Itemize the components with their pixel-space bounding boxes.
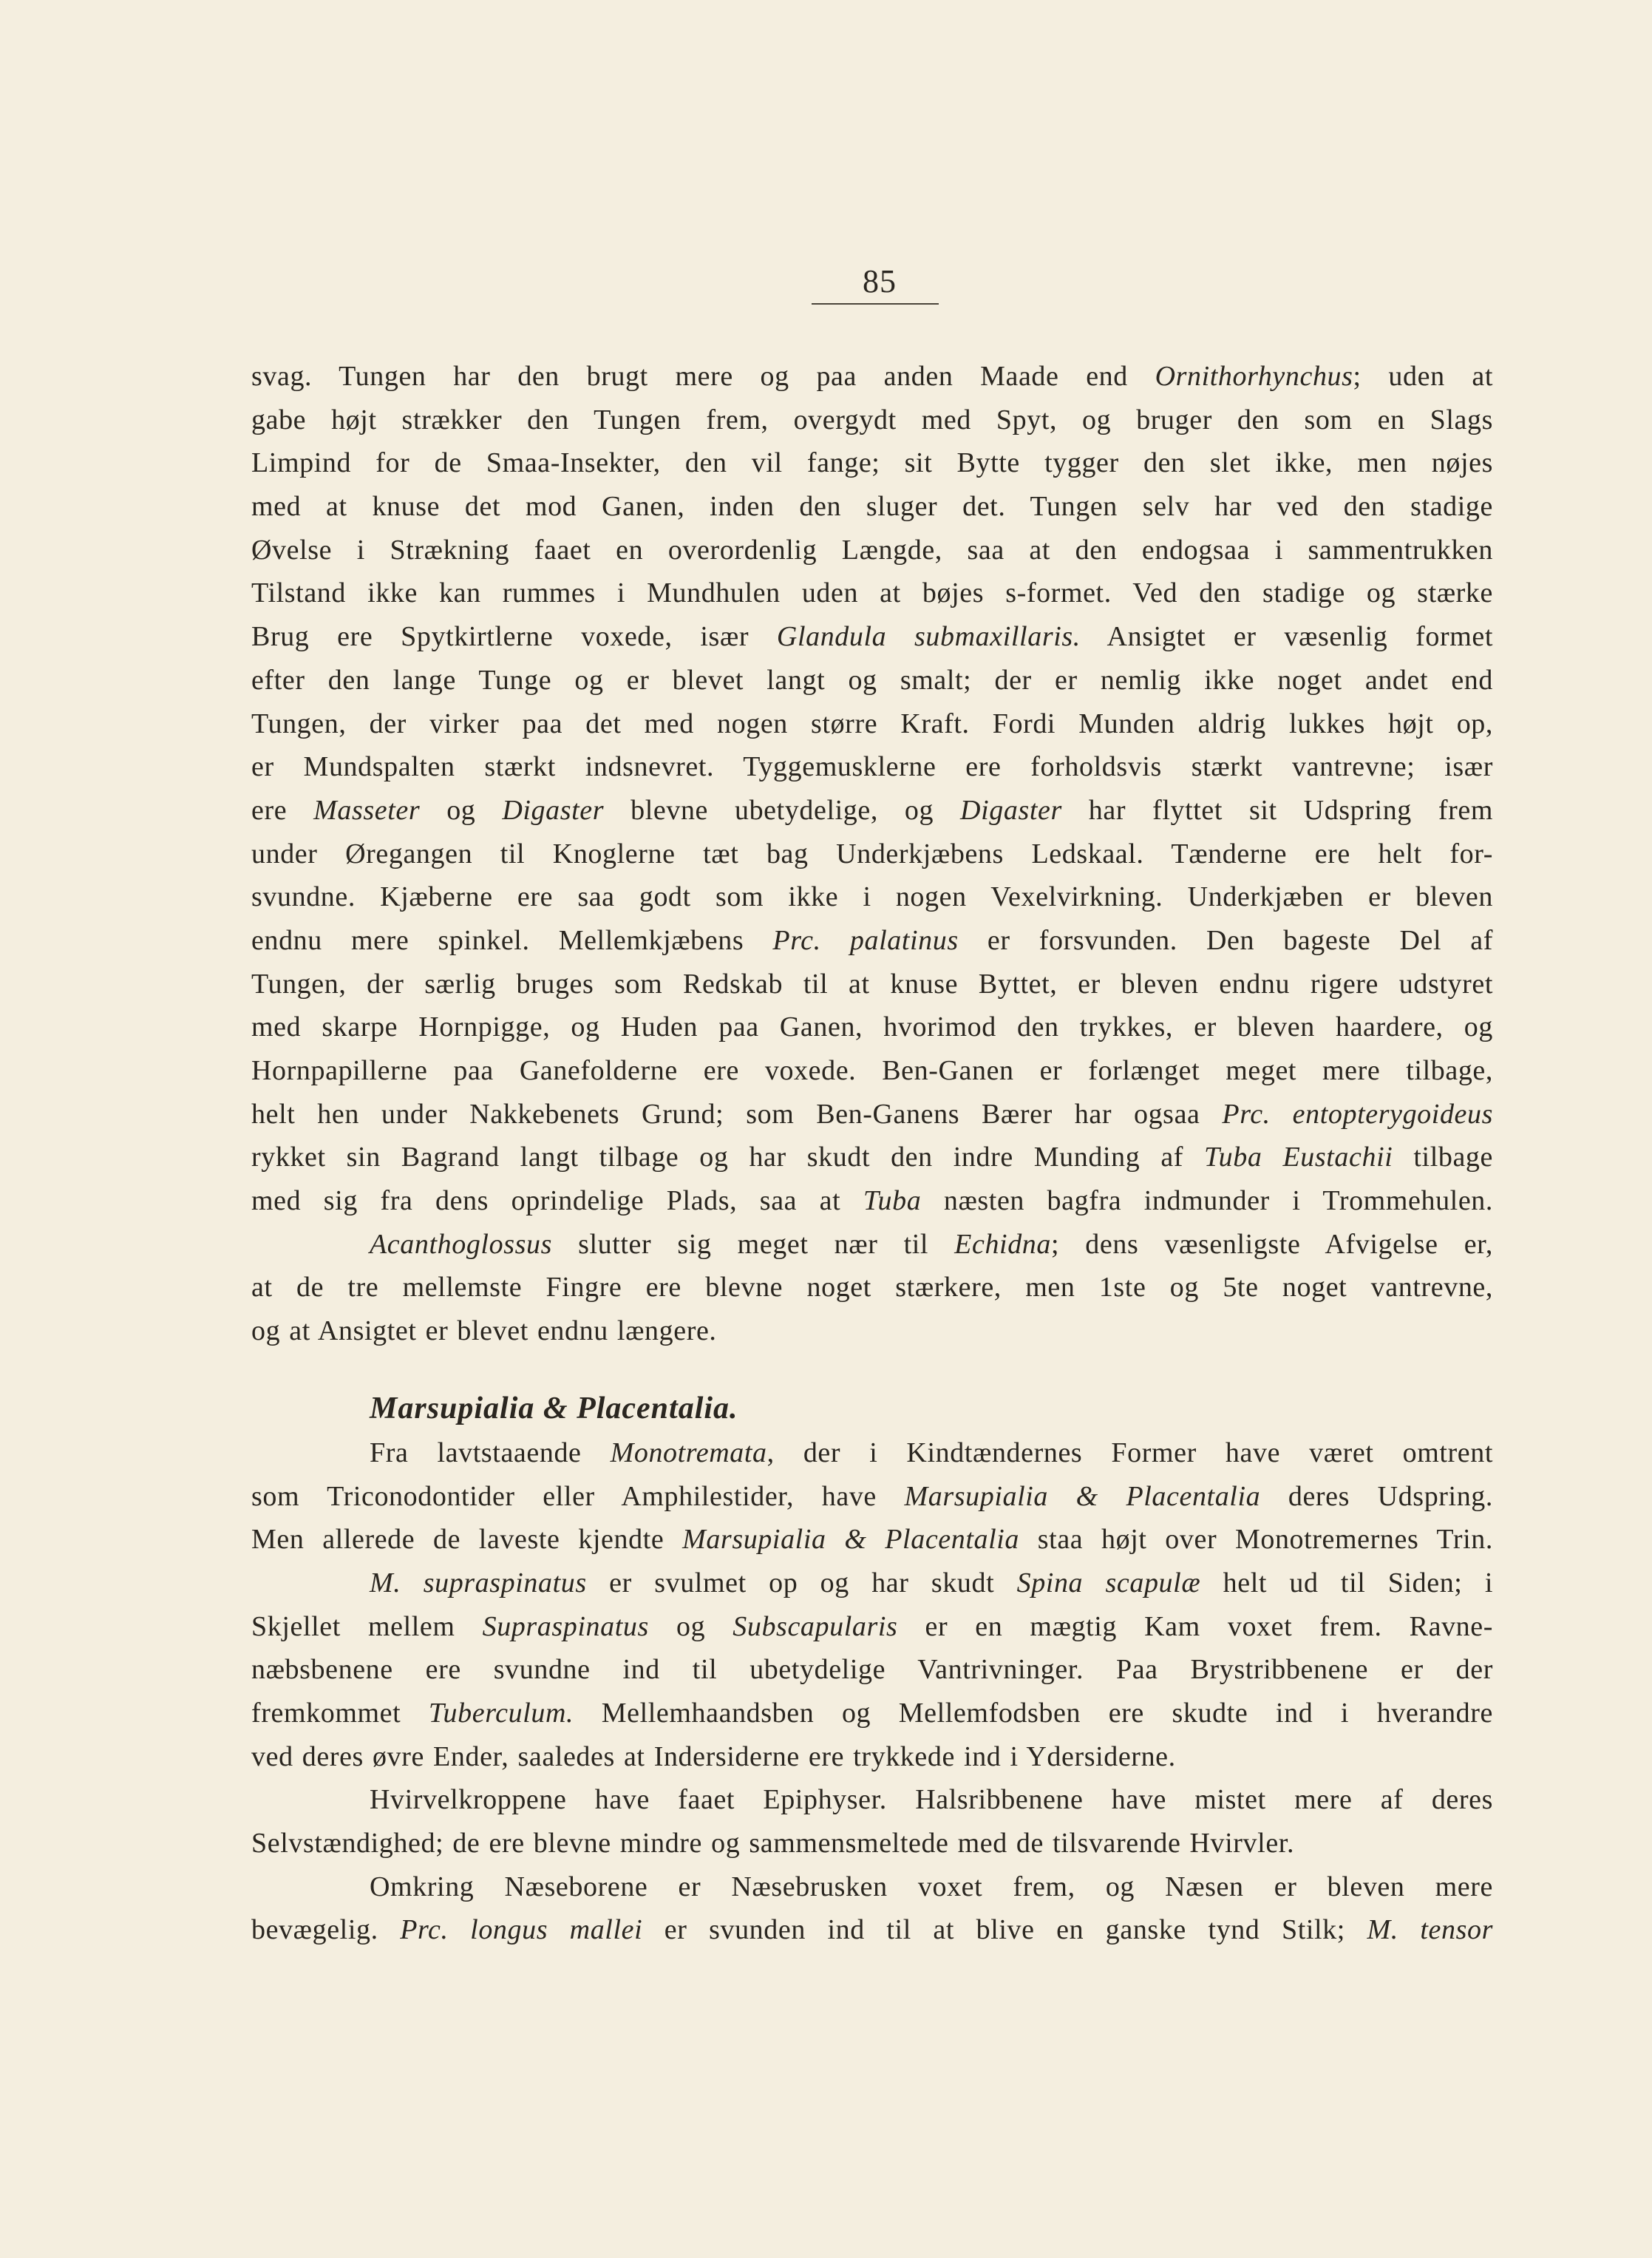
italic-term: Glandula submaxillaris. <box>776 621 1081 653</box>
text-line <box>251 1735 1493 1779</box>
italic-term: Tuba Eustachii <box>1204 1142 1393 1173</box>
text-run: med skarpe Hornpigge, og Huden paa Ganen, hvorimod den trykkes, er bleven haardere, og <box>251 1011 1493 1043</box>
italic-term: Marsupialia & Placentalia <box>904 1480 1261 1512</box>
italic-term: Prc. palatinus <box>772 924 959 956</box>
page-number-rule <box>812 303 939 305</box>
text-run: Limpind for de Smaa-Insekter, den vil fange; sit Bytte tygger den slet ikke, men nøjes <box>251 447 1493 479</box>
text-run: helt hen under Nakkebenets Grund; som Ben-Ganens Bærer har ogsaa <box>251 1098 1223 1130</box>
text-run: Omkring Næseborene er Næsebrusken voxet frem, og Næsen er bleven mere <box>370 1871 1493 1902</box>
italic-term: Acanthoglossus <box>370 1228 552 1260</box>
text-line <box>251 963 1493 1006</box>
text-run: , der i Kindtændernes Former have været omtrent <box>766 1437 1493 1468</box>
text-run: Tungen, der særlig bruges som Redskab til at knuse Byttet, er bleven endnu rigere udstyret <box>251 968 1493 1000</box>
text-run: svundne. Kjæberne ere saa godt som ikke i nogen Vexelvirkning. Underkjæben er bleven <box>251 881 1493 913</box>
text-run: næsten bagfra indmunder i Trommehulen. <box>921 1185 1493 1217</box>
text-run: Hvirvelkroppene have faaet Epiphyser. Halsribbenene have mistet mere af deres <box>370 1784 1493 1816</box>
text-run: bevægelig. <box>251 1914 401 1946</box>
text-run: ere <box>251 794 314 826</box>
italic-term: Tuba <box>863 1185 922 1217</box>
text-run: Øvelse i Strækning faaet en overordenlig Længde, saa at den endogsaa i sammentrukken <box>251 534 1493 566</box>
text-line <box>251 875 1493 919</box>
page-number: 85 <box>863 263 897 299</box>
text-line <box>251 1431 1493 1475</box>
text-run: med at knuse det mod Ganen, inden den sluger det. Tungen selv har ved den stadige <box>251 491 1493 523</box>
text-run: at de tre mellemste Fingre ere blevne noget stærkere, men 1ste og 5te noget vantrevne, <box>251 1272 1493 1303</box>
text-run: staa højt over Monotremernes Trin. <box>1019 1524 1494 1556</box>
text-line <box>251 1309 1493 1353</box>
text-run: svag. Tungen har den brugt mere og paa anden Maade end <box>251 361 1155 392</box>
italic-term: Ornithorhynchus <box>1155 361 1353 392</box>
text-run: Men allerede de laveste kjendte <box>251 1524 683 1556</box>
italic-term: Digaster <box>502 794 605 826</box>
italic-term: Tuberculum. <box>428 1697 574 1729</box>
text-run: Brug ere Spytkirtlerne voxede, især <box>251 621 777 653</box>
text-run: og at Ansigtet er blevet endnu længere. <box>251 1315 717 1347</box>
italic-term: M. supraspinatus <box>370 1567 587 1598</box>
text-run: næbsbenene ere svundne ind til ubetydelige Vantrivninger. Paa Brystribbenene er der <box>251 1654 1493 1686</box>
text-run: med sig fra dens oprindelige Plads, saa at <box>251 1185 863 1217</box>
text-line <box>251 1266 1493 1309</box>
italic-term: Prc. longus mallei <box>400 1914 643 1946</box>
text-run: ved deres øvre Ender, saaledes at Indersiderne ere trykkede ind i Ydersiderne. <box>251 1740 1176 1772</box>
text-run: er forsvunden. Den bageste Del af <box>958 924 1493 956</box>
text-run: er Mundspalten stærkt indsnevret. Tyggemusklerne ere forholdsvis stærkt vantrevne; især <box>251 751 1493 783</box>
text-run: ; dens væsenligste Afvigelse er, <box>1051 1228 1493 1260</box>
text-run: slutter sig meget nær til <box>551 1228 955 1260</box>
italic-term: Supraspinatus <box>482 1610 649 1642</box>
italic-term: Subscapularis <box>732 1610 898 1642</box>
text-run: deres Udspring. <box>1260 1480 1494 1512</box>
text-line <box>251 659 1493 702</box>
text-line <box>251 1136 1493 1179</box>
text-line <box>251 1562 1493 1605</box>
text-run: og <box>420 794 503 826</box>
text-run: Fra lavtstaaende <box>370 1437 611 1468</box>
text-line <box>251 1475 1493 1519</box>
text-run: Selvstændighed; de ere blevne mindre og sammensmeltede med de tilsvarende Hvirvler. <box>251 1828 1295 1859</box>
text-line <box>251 1865 1493 1909</box>
text-run: Tilstand ikke kan rummes i Mundhulen uden at bøjes s-formet. Ved den stadige og stærke <box>251 577 1493 609</box>
text-line <box>251 1223 1493 1267</box>
text-line <box>251 1648 1493 1692</box>
text-line <box>251 1179 1493 1223</box>
text-line <box>251 1093 1493 1136</box>
text-line <box>251 702 1493 746</box>
text-run: efter den lange Tunge og er blevet langt og smalt; der er nemlig ikke noget andet end <box>251 664 1493 696</box>
text-line <box>251 1778 1493 1822</box>
text-line <box>251 745 1493 789</box>
italic-term: Echidna <box>954 1228 1052 1260</box>
text-line <box>251 1049 1493 1093</box>
text-run: Mellemhaandsben og Mellemfodsben ere skudte ind i hverandre <box>574 1697 1493 1729</box>
text-run: fremkommet <box>251 1697 429 1729</box>
text-run: har flyttet sit Udspring frem <box>1061 794 1493 826</box>
text-line <box>251 1822 1493 1865</box>
text-run: endnu mere spinkel. Mellemkjæbens <box>251 924 773 956</box>
text-run: er svulmet op og har skudt <box>586 1567 1017 1598</box>
text-run: blevne ubetydelige, og <box>604 794 961 826</box>
text-run: og <box>648 1610 733 1642</box>
text-run: er svunden ind til at blive en ganske tynd Stilk; <box>642 1914 1367 1946</box>
text-line <box>251 789 1493 833</box>
text-line <box>251 441 1493 485</box>
text-line <box>251 1908 1493 1952</box>
text-line <box>251 355 1493 399</box>
text-line <box>251 1605 1493 1649</box>
text-run: helt ud til Siden; i <box>1200 1567 1493 1598</box>
italic-term: Digaster <box>960 794 1062 826</box>
text-line <box>251 1518 1493 1562</box>
text-line <box>251 1006 1493 1049</box>
text-line <box>251 919 1493 963</box>
italic-term: Monotremata <box>610 1437 767 1468</box>
text-run: er en mægtig Kam voxet frem. Ravne- <box>897 1610 1493 1642</box>
body-text <box>251 355 1493 1952</box>
text-run: som Triconodontider eller Amphilestider, have <box>251 1480 905 1512</box>
italic-term: Prc. entopterygoideus <box>1222 1098 1493 1130</box>
text-run: Skjellet mellem <box>251 1610 483 1642</box>
text-run: Tungen, der virker paa det med nogen større Kraft. Fordi Munden aldrig lukkes højt op, <box>251 708 1493 739</box>
text-line <box>251 572 1493 615</box>
text-run: under Øregangen til Knoglerne tæt bag Underkjæbens Ledskaal. Tænderne ere helt for- <box>251 838 1493 869</box>
text-line <box>251 399 1493 442</box>
italic-term: M. tensor <box>1367 1914 1493 1946</box>
text-run: ; uden at <box>1353 361 1493 392</box>
text-line <box>251 833 1493 876</box>
text-run: tilbage <box>1393 1142 1493 1173</box>
text-run: gabe højt strækker den Tungen frem, overgydt med Spyt, og bruger den som en Slags <box>251 404 1493 435</box>
text-line <box>251 529 1493 572</box>
section-heading: Marsupialia & Placentalia. <box>370 1391 738 1425</box>
text-run: Ansigtet er væsenlig formet <box>1080 621 1493 653</box>
italic-term: Masseter <box>313 794 421 826</box>
italic-term: Marsupialia & Placentalia <box>682 1524 1020 1556</box>
text-line <box>251 1692 1493 1735</box>
italic-term: Spina scapulæ <box>1016 1567 1201 1598</box>
text-run: rykket sin Bagrand langt tilbage og har skudt den indre Munding af <box>251 1142 1205 1173</box>
text-run: Hornpapillerne paa Ganefolderne ere voxede. Ben-Ganen er forlænget meget mere tilbage, <box>251 1055 1493 1086</box>
text-line <box>251 615 1493 659</box>
text-line <box>251 485 1493 529</box>
